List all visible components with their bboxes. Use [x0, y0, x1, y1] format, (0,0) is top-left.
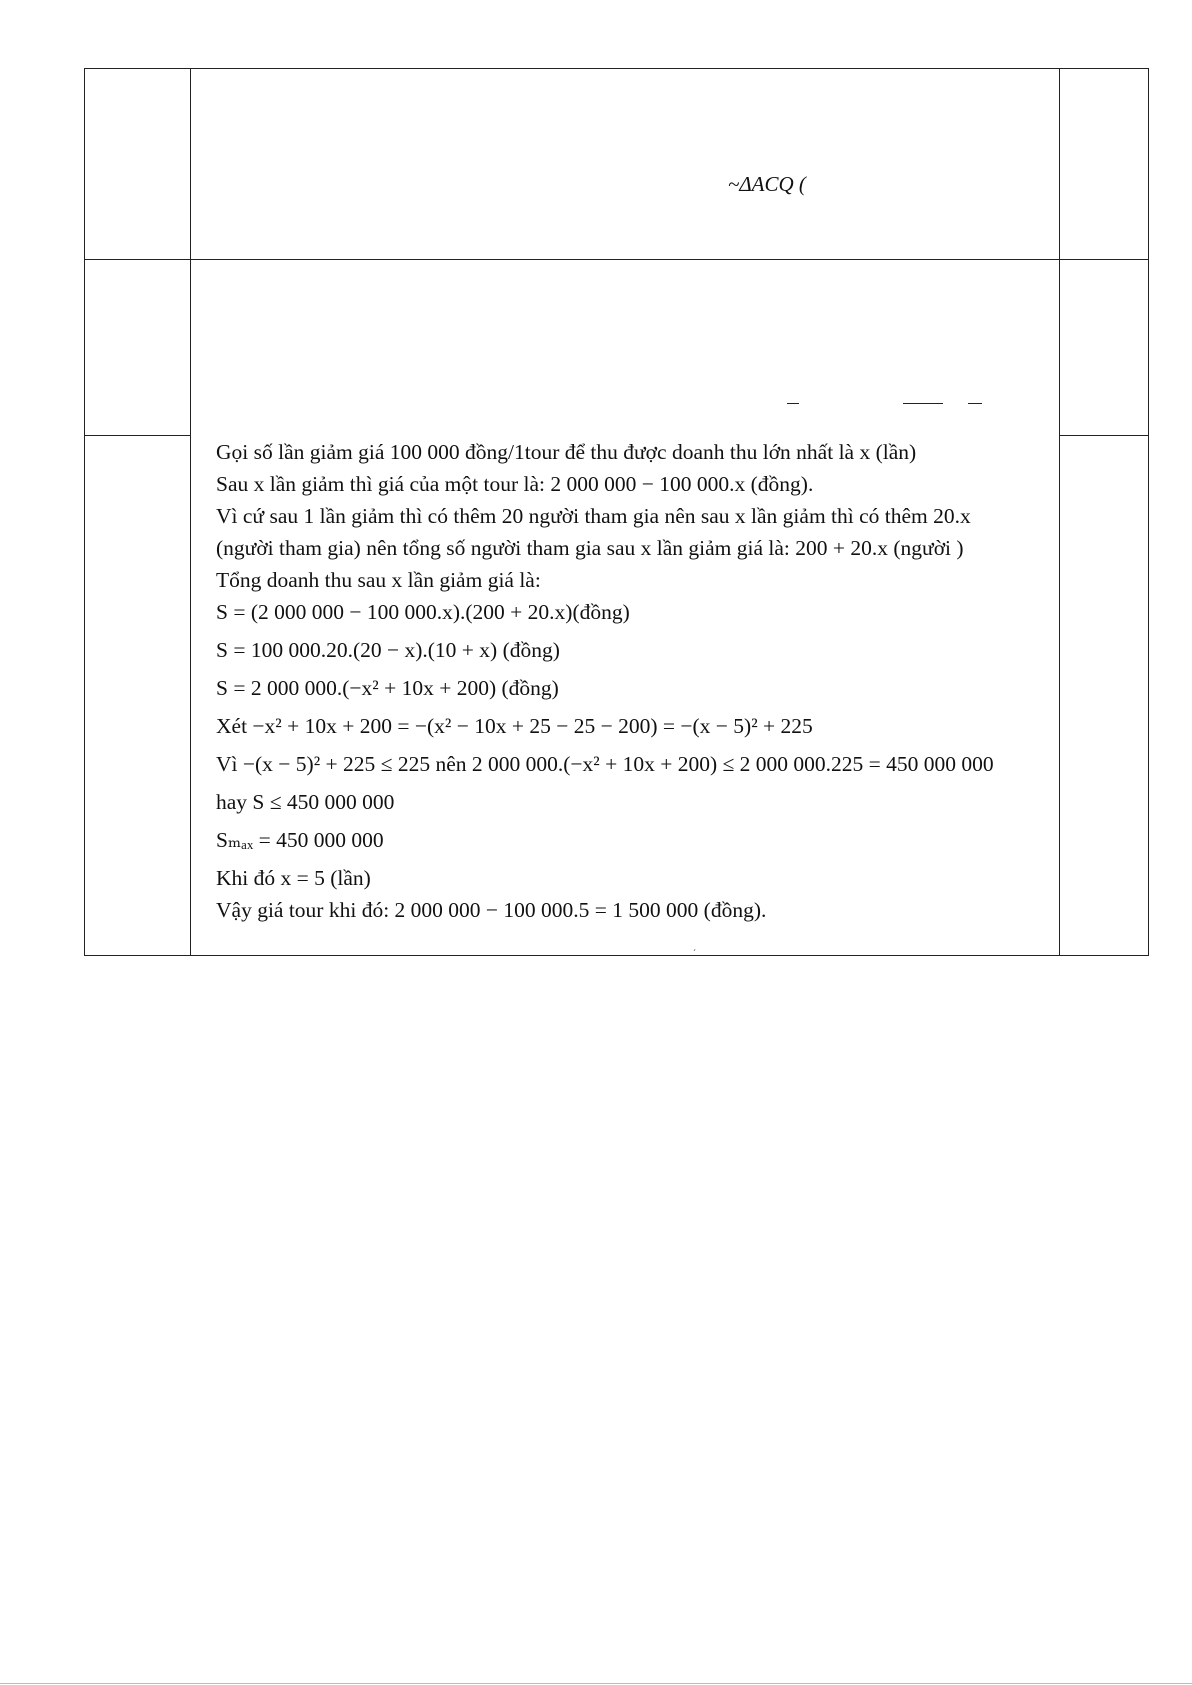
fraction-bar-2	[903, 403, 943, 404]
page-bottom-edge	[0, 1683, 1192, 1684]
fraction-bar-3	[968, 403, 982, 404]
row-divider-2-right	[1059, 435, 1148, 436]
solution-line: Vậy giá tour khi đó: 2 000 000 − 100 000.5 = 1 500 000 (đồng).	[216, 898, 767, 922]
solution-line: Vì −(x − 5)² + 225 ≤ 225 nên 2 000 000.(−x² + 10x + 200) ≤ 2 000 000.225 = 450 000 000	[216, 752, 994, 776]
solution-line: (người tham gia) nên tổng số người tham gia sau x lần giảm giá là: 200 + 20.x (người )	[216, 536, 964, 560]
solution-line: Khi đó x = 5 (lần)	[216, 866, 371, 890]
triangle-similarity-fragment: ~ΔACQ (	[728, 172, 806, 196]
fraction-bar-1	[787, 403, 799, 404]
solution-line: Gọi số lần giảm giá 100 000 đồng/1tour để thu được doanh thu lớn nhất là x (lần)	[216, 440, 917, 464]
solution-line: Sau x lần giảm thì giá của một tour là: 2 000 000 − 100 000.x (đồng).	[216, 472, 814, 496]
row-divider-1	[85, 259, 1148, 260]
row-divider-2-left	[85, 435, 191, 436]
solution-line: Xét −x² + 10x + 200 = −(x² − 10x + 25 − 25 − 200) = −(x − 5)² + 225	[216, 714, 813, 738]
solution-line: Tổng doanh thu sau x lần giảm giá là:	[216, 568, 541, 592]
column-divider-2	[1059, 69, 1060, 955]
solution-line: Sₘₐₓ = 450 000 000	[216, 828, 384, 852]
solution-line: S = (2 000 000 − 100 000.x).(200 + 20.x)(đồng)	[216, 600, 630, 624]
column-divider-1	[190, 69, 191, 955]
stray-mark: ´	[693, 948, 696, 958]
solution-line: S = 100 000.20.(20 − x).(10 + x) (đồng)	[216, 638, 560, 662]
solution-line: Vì cứ sau 1 lần giảm thì có thêm 20 người tham gia nên sau x lần giảm thì có thêm 20.x	[216, 504, 971, 528]
solution-line: hay S ≤ 450 000 000	[216, 790, 395, 814]
solution-line: S = 2 000 000.(−x² + 10x + 200) (đồng)	[216, 676, 559, 700]
solution-text	[216, 436, 1036, 926]
